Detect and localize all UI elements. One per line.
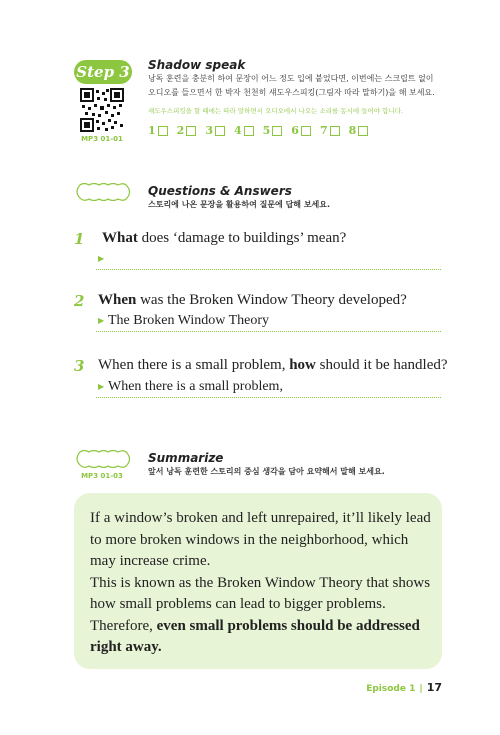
checkbox-icon[interactable] [186,126,196,136]
answer-field[interactable] [96,378,441,398]
cloud-badge-icon [74,183,132,201]
checkbox-icon[interactable] [272,126,282,136]
summarize-caption: MP3 01-03 [81,472,123,480]
arrow-right-icon: ▶ [98,254,105,263]
question-number: 2 [74,292,85,310]
question-text: When was the Broken Window Theory developed? [98,292,407,308]
practice-check-8[interactable]: 8 [349,124,369,137]
checkbox-icon[interactable] [301,126,311,136]
practice-check-6[interactable]: 6 [291,124,311,137]
answer-field[interactable] [96,312,441,332]
checkbox-icon[interactable] [158,126,168,136]
page-number: 17 [426,681,442,694]
qr-code-icon[interactable] [80,88,124,132]
summary-text: If a window’s broken and left unrepaired, it’ll likely lead to more broken windows in the neighborhood, which may increase crime. This is known as the Broken Window Theory that shows how small problems can lead to bigger problems. Therefore, even small problems should be addressed right away. [90,510,431,655]
arrow-right-icon: ▶ [98,382,105,391]
shadow-note: 섀도우스피킹을 할 때에는 따라 말하면서 오디오에서 나오는 소리를 동시에 들어야 합니다. [148,107,404,115]
practice-check-4[interactable]: 4 [234,124,254,137]
checkbox-icon[interactable] [358,126,368,136]
practice-check-2[interactable]: 2 [177,124,197,137]
practice-checklist [148,124,368,137]
arrow-right-icon: ▶ [98,316,105,325]
answer-field[interactable] [96,250,441,270]
shadow-instruction-line2: 오디오를 들으면서 한 박자 천천히 섀도우스피킹(그림자 따라 말하기)을 해 보세요. [148,88,435,97]
answer-text: When there is a small problem, [108,379,283,394]
question-number: 1 [74,230,85,248]
step-badge: Step 3 [74,60,132,84]
page-footer: Episode 1 | 17 [366,681,442,694]
answer-text: The Broken Window Theory [108,313,270,328]
practice-check-1[interactable]: 1 [148,124,168,137]
summarize-subtitle: 앞서 낭독 훈련한 스토리의 중심 생각을 담아 요약해서 말해 보세요. [148,467,385,476]
practice-check-3[interactable]: 3 [205,124,225,137]
qa-subtitle: 스토리에 나온 문장을 활용하여 질문에 답해 보세요. [148,200,331,209]
qa-title: Questions & Answers [148,184,292,198]
question-number: 3 [74,357,85,375]
cloud-badge-icon [74,450,132,468]
shadow-speak-title: Shadow speak [148,58,246,72]
shadow-instruction-line1: 낭독 훈련을 충분히 하여 문장이 어느 정도 입에 붙었다면, 이번에는 스크립트 없이 [148,74,434,83]
practice-check-7[interactable]: 7 [320,124,340,137]
question-text: What does ‘damage to buildings’ mean? [102,230,347,246]
checkbox-icon[interactable] [330,126,340,136]
checkbox-icon[interactable] [244,126,254,136]
practice-check-5[interactable]: 5 [263,124,283,137]
summarize-title: Summarize [148,451,224,465]
qr-caption: MP3 01-01 [81,135,123,143]
checkbox-icon[interactable] [215,126,225,136]
episode-label: Episode 1 [366,684,416,694]
question-text: When there is a small problem, how should it be handled? [98,357,448,373]
